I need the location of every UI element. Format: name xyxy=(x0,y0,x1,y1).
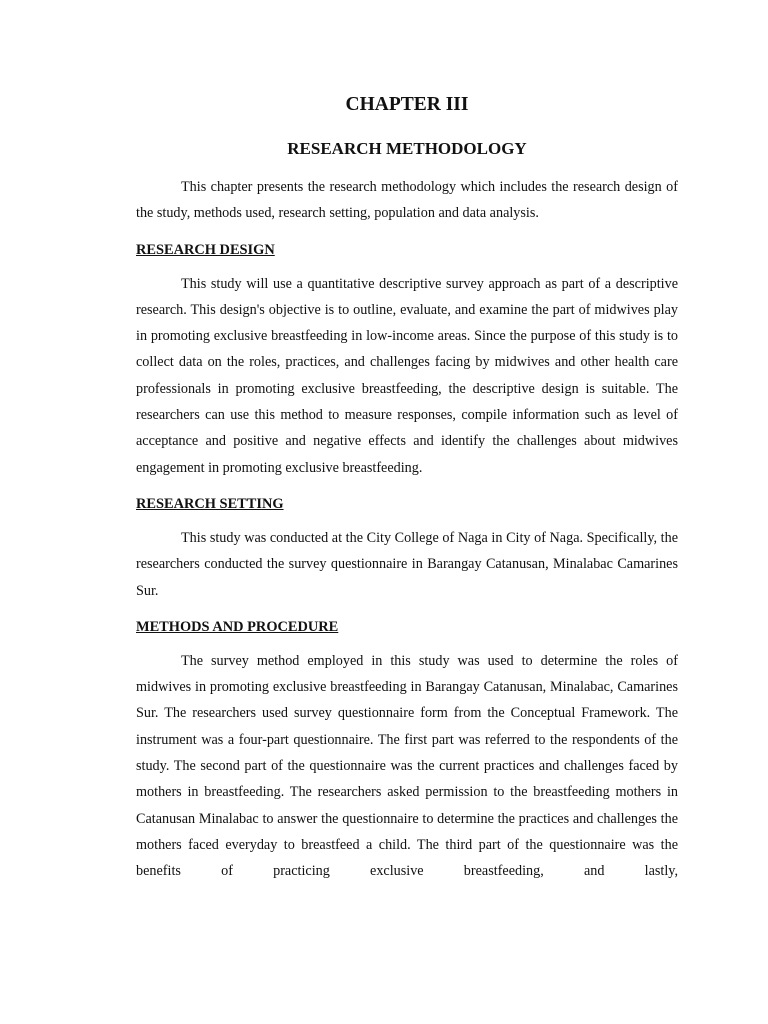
chapter-number: CHAPTER III xyxy=(345,94,469,115)
research-setting-paragraph: This study was conducted at the City College of Naga in City of Naga. Specifically, the researchers conducted the survey questionnaire in Barangay Catanusan, Minalabac Camarines Sur. xyxy=(136,529,678,599)
methods-procedure-paragraph: The survey method employed in this study was used to determine the roles of midwives in promoting exclusive breastfeeding in Barangay Catanusan, Minalabac, Camarines Sur. The researchers used survey questionnaire form from the Conceptual Framework. The instrument was a four-part questionnaire. The first part was referred to the respondents of the study. The second part of the questionnaire was the current practices and challenges faced by mothers in breastfeeding. The researchers asked permission to the breastfeeding mothers in Catanusan Minalabac to answer the questionnaire to determine the practices and challenges the mothers faced everyday to breastfeed a child. The third part of the questionnaire was the benefits of practicing exclusive breastfeeding, and lastly, xyxy=(136,652,678,880)
document-page xyxy=(136,88,678,885)
intro-paragraph: This chapter presents the research methodology which includes the research design of the study, methods used, research setting, population and data analysis. xyxy=(136,179,678,222)
research-design-paragraph: This study will use a quantitative descriptive survey approach as part of a descriptive research. This design's objective is to outline, evaluate, and examine the part of midwives play in promoting exclusive breastfeeding in low-income areas. Since the purpose of this study is to collect data on the roles, practices, and challenges facing by midwives and other health care professionals in promoting exclusive breastfeeding, the descriptive design is suitable. The researchers can use this method to measure responses, compile information such as level of acceptance and positive and negative effects and identify the challenges about midwives engagement in promoting exclusive breastfeeding. xyxy=(136,275,678,476)
chapter-title: RESEARCH METHODOLOGY xyxy=(287,139,527,158)
methods-procedure-heading: METHODS AND PROCEDURE xyxy=(136,618,339,635)
research-design-heading: RESEARCH DESIGN xyxy=(136,241,275,258)
research-setting-heading: RESEARCH SETTING xyxy=(136,495,284,512)
